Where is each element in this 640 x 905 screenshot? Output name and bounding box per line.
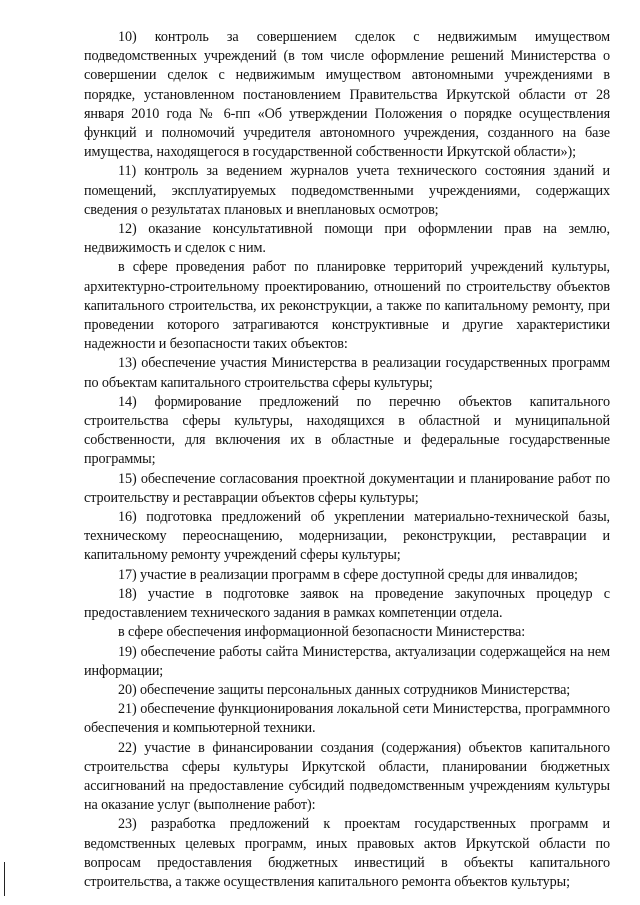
paragraph-item-20: 20) обеспечение защиты персональных данных сотрудников Министерства;	[118, 681, 571, 698]
paragraph-item-16: 16) подготовка предложений об укреплении материально-технической базы, техническому переоснащению, модернизации, реконструкции, реставрации и капитальному ремонту учреждений сферы культуры;	[84, 509, 610, 564]
paragraph-item-22: 22) участие в финансировании создания (содержания) объектов капитального строительства сферы культуры Иркутской области, планировании бюджетных ассигнований на предоставление субсидий подведомственным учреждениям культуры на оказание услуг (выполнение работ):	[84, 739, 610, 814]
paragraph-item-18: 18) участие в подготовке заявок на проведение закупочных процедур с предоставлением технического задания в рамках компетенции отдела.	[84, 585, 610, 622]
paragraph-item-11: 11) контроль за ведением журналов учета технического состояния зданий и помещений, эксплуатируемых подведомственными учреждениями, содержащих сведения о результатах плановых и внеплановых осмотров;	[84, 163, 610, 218]
paragraph-item-17: 17) участие в реализации программ в сфере доступной среды для инвалидов;	[118, 566, 578, 583]
paragraph-item-14: 14) формирование предложений по перечню объектов капитального строительства сферы культуры, находящихся в областной и муниципальной собственности, для включения их в областные и федеральные государственные программы;	[84, 393, 610, 468]
paragraph-item-23: 23) разработка предложений к проектам государственных программ и ведомственных целевых программ, иных правовых актов Иркутской области по вопросам предоставления бюджетных инвестиций в объекты капитального строительства, а также осуществления капитального ремонта объектов культуры;	[84, 816, 610, 890]
paragraph-item-15: 15) обеспечение согласования проектной документации и планирование работ по строительству и реставрации объектов сферы культуры;	[84, 470, 610, 506]
paragraph-item-10: 10) контроль за совершением сделок с недвижимым имуществом подведомственных учреждений (в том числе оформление решений Министерства о совершении сделок с недвижимым имуществом автономными учреждениями в порядке, установленном постановлением Правительства Иркутской области от 28 января 2010 года № 6-пп «Об утверждении Положения о порядке осуществления функций и полномочий учредителя автономного учреждения, созданного на базе имущества, находящегося в государственной собственности Иркутской области»);	[84, 29, 610, 161]
section-intro-construction: в сфере проведения работ по планировке территорий учреждений культуры, архитектурно-строительному проектированию, отношений по строительству объектов капитального строительства, их реконструкции, а также по капитальному ремонту, при проведении которого затрагиваются конструктивные и другие характеристики надежности и безопасности таких объектов:	[84, 259, 610, 353]
document-page	[84, 28, 610, 892]
paragraph-item-13: 13) обеспечение участия Министерства в реализации государственных программ по объектам капитального строительства сферы культуры;	[84, 355, 610, 391]
scan-edge-mark	[4, 862, 5, 896]
section-intro-info-security: в сфере обеспечения информационной безопасности Министерства:	[118, 624, 526, 641]
paragraph-item-19: 19) обеспечение работы сайта Министерства, актуализации содержащейся на нем информации;	[84, 643, 610, 679]
paragraph-item-12: 12) оказание консультативной помощи при оформлении прав на землю, недвижимость и сделок с ним.	[84, 221, 610, 257]
paragraph-item-21: 21) обеспечение функционирования локальной сети Министерства, программного обеспечения и компьютерной техники.	[84, 701, 610, 737]
